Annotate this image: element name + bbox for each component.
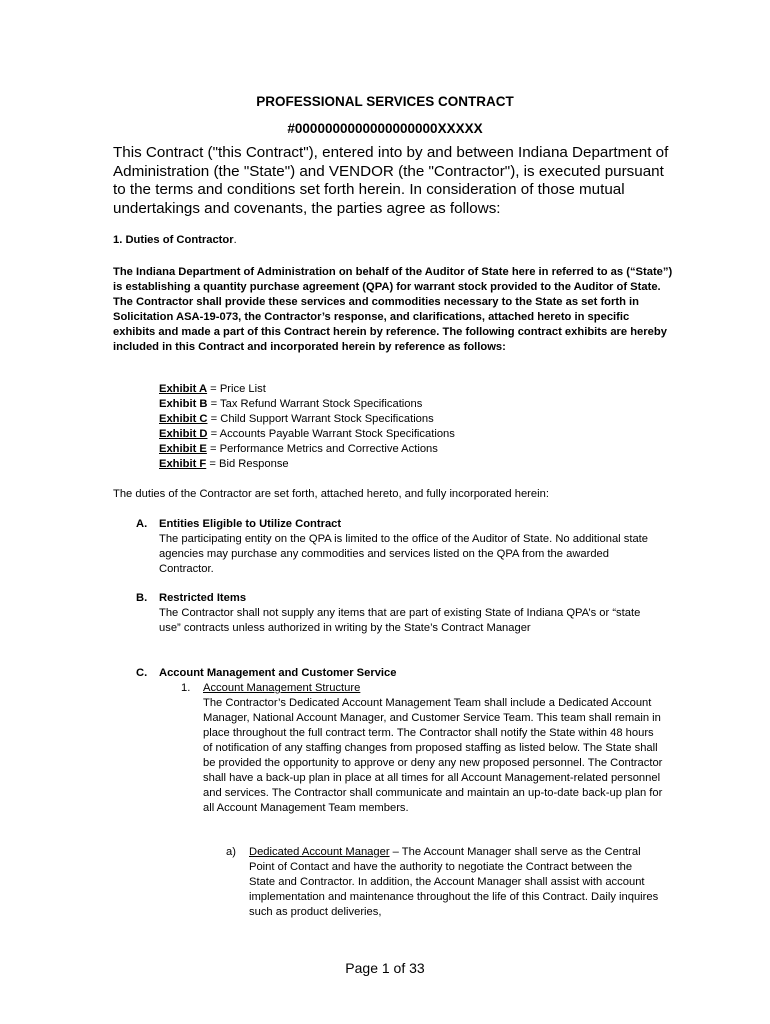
exhibit-list	[159, 382, 455, 472]
exhibit-desc: = Bid Response	[206, 458, 289, 470]
page-number: Page 1 of 33	[345, 960, 425, 976]
section-body: The participating entity on the QPA is limited to the office of the Auditor of State. No additional state agencies may purchase any commodities and services listed on the QPA from the awarded Contractor.	[159, 533, 649, 575]
intro-paragraph: This Contract ("this Contract"), entered into by and between Indiana Department of Administration (the "State") and VENDOR (the "Contractor"), is executed pursuant to the terms and conditions set forth herein. In consideration of those mutual undertakings and covenants, the parties agree as follows:	[113, 144, 669, 217]
exhibit-label: Exhibit A	[159, 383, 208, 395]
exhibit-desc: = Performance Metrics and Corrective Actions	[206, 443, 438, 455]
exhibit-label: Exhibit B	[159, 398, 208, 410]
subsection-body: The Contractor’s Dedicated Account Management Team shall include a Dedicated Account Manager, National Account Manager, and Customer Service Team. This team shall remain in place throughout the full contract term. The Contractor shall notify the State within 48 hours of notification of any staffing changes from proposed staffing as listed below. The State shall be provided the opportunity to approve or deny any new proposed personnel. The Contractor shall have a back-up plan in place at all times for all Account Management-related personnel and services. The Contractor shall communicate and maintain an up-to-date back-up plan for all Account Management Team members.	[203, 697, 663, 814]
subsection-heading: Dedicated Account Manager	[249, 846, 390, 858]
exhibit-item	[159, 442, 455, 457]
section-heading: Restricted Items	[159, 592, 247, 604]
exhibit-item	[159, 382, 455, 397]
duties-bold-paragraph: The Indiana Department of Administration on behalf of the Auditor of State here in referred to as (“State”) is establishing a quantity purchase agreement (QPA) for warrant stock provided to the Auditor of State. The Contractor shall provide these services and commodities necessary to the State as set forth in Solicitation ASA-19-073, the Contractor’s response, and clarifications, attached hereto in specific exhibits and made a part of this Contract herein by reference. The following contract exhibits are hereby included in this Contract and incorporated herein by reference as follows:	[113, 266, 673, 353]
duties-heading-period: .	[233, 234, 237, 246]
subsection-number: 1.	[181, 682, 191, 694]
exhibit-item	[159, 412, 455, 427]
duties-heading-text: 1. Duties of Contractor	[113, 234, 234, 246]
section-label: B.	[136, 592, 148, 604]
exhibit-label: Exhibit D	[159, 428, 208, 440]
duties-heading	[113, 234, 237, 246]
section-heading: Account Management and Customer Service	[159, 667, 397, 679]
duties-set-forth: The duties of the Contractor are set forth, attached hereto, and fully incorporated herein:	[113, 488, 549, 500]
exhibit-label: Exhibit E	[159, 443, 207, 455]
contract-number: #0000000000000000000XXXXX	[287, 121, 483, 136]
exhibit-label: Exhibit C	[159, 413, 208, 425]
section-body: The Contractor shall not supply any items that are part of existing State of Indiana QPA’s or “state use” contracts unless authorized in writing by the State’s Contract Manager	[159, 607, 641, 634]
exhibit-item	[159, 457, 455, 472]
exhibit-item	[159, 397, 455, 412]
section-label: A.	[136, 518, 148, 530]
contract-title: PROFESSIONAL SERVICES CONTRACT	[256, 94, 514, 109]
section-label: C.	[136, 667, 148, 679]
exhibit-item	[159, 427, 455, 442]
subsection-heading: Account Management Structure	[203, 682, 361, 694]
exhibit-desc: = Tax Refund Warrant Stock Specifications	[207, 398, 423, 410]
section-heading: Entities Eligible to Utilize Contract	[159, 518, 342, 530]
subsection-number: a)	[226, 846, 236, 858]
exhibit-desc: = Price List	[207, 383, 266, 395]
subsection-body-wrap	[249, 845, 659, 920]
exhibit-label: Exhibit F	[159, 458, 207, 470]
subsection-body: – The Account Manager shall serve as the Central Point of Contact and have the authority to negotiate the Contract between the State and Contractor. In addition, the Account Manager shall assist with account implementation and maintenance throughout the life of this Contract. Daily inquires such as product deliveries,	[249, 846, 659, 918]
exhibit-desc: = Child Support Warrant Stock Specifications	[207, 413, 434, 425]
exhibit-desc: = Accounts Payable Warrant Stock Specifications	[207, 428, 455, 440]
